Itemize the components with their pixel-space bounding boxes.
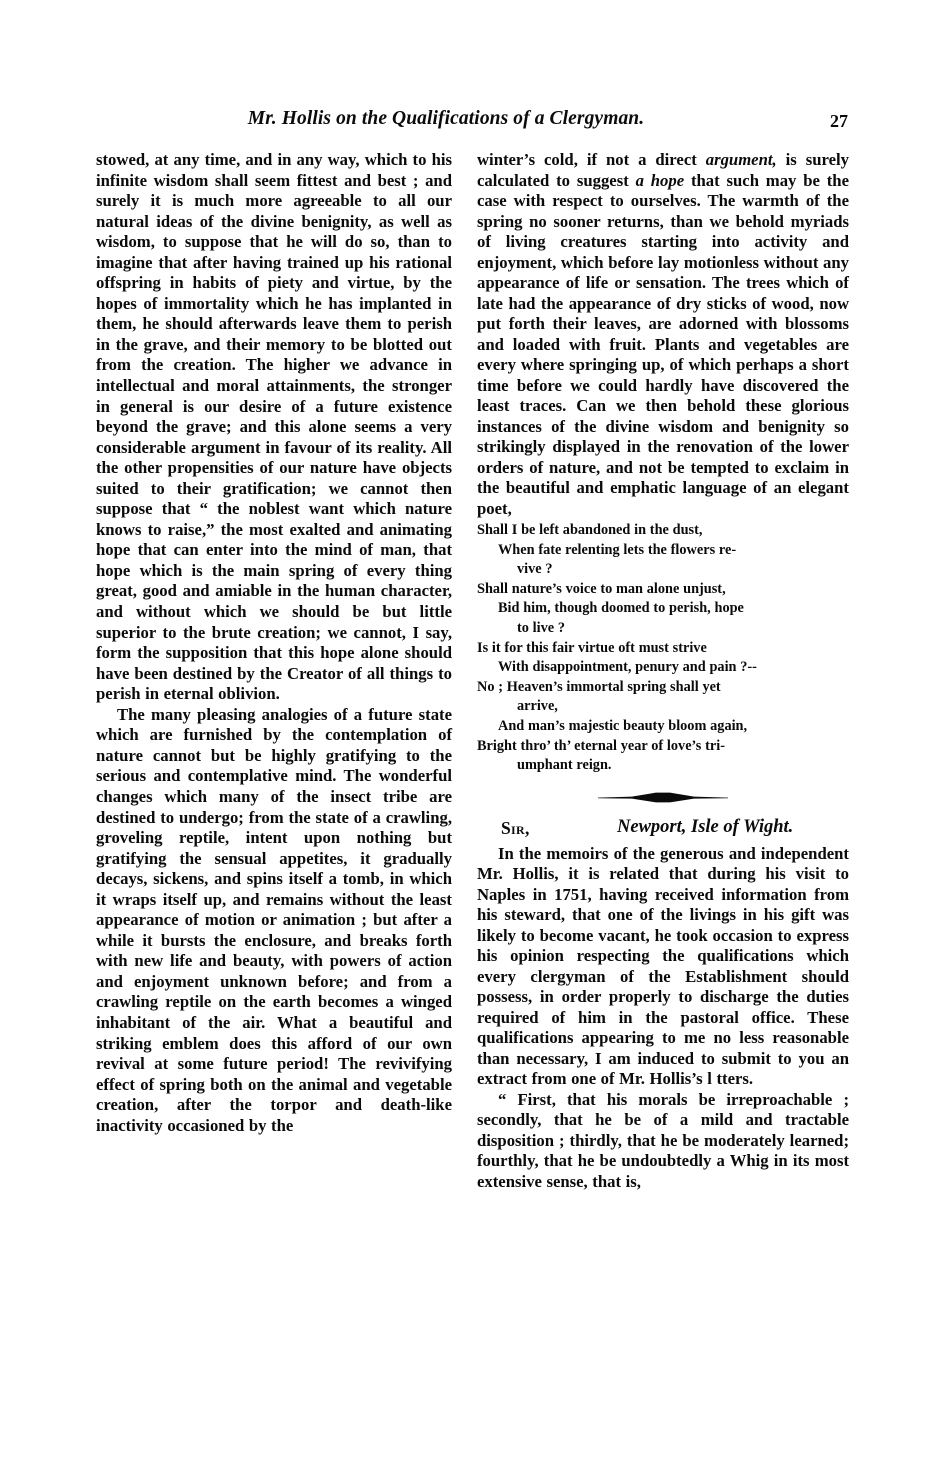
paragraph-text-segment: that such may be the case with respect to ourselves. The warmth of the spring no sooner returns, than we behold myriads of living creatures starting into activity and enjoyment, which before lay motionless without any appearance of life or sensation. The trees which of late had the appearance of dry sticks of wood, now put forth their leaves, are adorned with blossoms and loaded with fruit. Plants and vegetables are every where springing up, of which perhaps a short time before we could hardly have discovered the least traces. Can we then behold these glorious instances of the divine wisdom and benignity so strikingly displayed in the renovation of the lower orders of nature, and not be tempted to exclaim in the beautiful and emphatic language of an elegant poet, [477, 170, 849, 518]
section-divider [477, 776, 849, 816]
letter-dateline-place: Newport, Isle of Wight. [617, 816, 794, 837]
paragraph [477, 150, 849, 519]
emphasis-argument: argument, [705, 150, 777, 169]
verse-line: vive ? [517, 561, 553, 578]
paragraph-text-segment: is surely calculated to suggest [477, 150, 849, 190]
text-column-right [477, 150, 849, 1192]
letter-heading [477, 818, 849, 844]
page-number: 27 [830, 111, 848, 131]
verse-line: Is it for this fair virtue oft must strive [477, 639, 707, 656]
letter-salutation: Sir, [501, 817, 530, 838]
verse-quotation [477, 519, 849, 776]
paragraph: In the memoirs of the generous and independent Mr. Hollis, it is related that during his visit to Naples in 1751, having received information from his steward, that one of the livings in his gift was likely to become vacant, he took occasion to express his opinion respecting the qualifications which every clergyman of the Establishment should possess, in order properly to discharge the duties required of him in the pastoral office. These qualifications appearing to me no less reasonable than necessary, I am induced to submit to you an extract from one of Mr. Hollis’s l tters. [477, 843, 849, 1089]
paragraph: “ First, that his morals be irreproachable ; secondly, that he be of a mild and tractable disposition ; thirdly, that he be moderately learned; fourthly, that he be undoubtedly a Whig in its most extensive sense, that is, [477, 1089, 849, 1191]
verse-line: to live ? [517, 619, 566, 636]
paragraph-text-segment: winter’s cold, if not a direct [477, 150, 706, 169]
emphasis-a-hope: a hope [635, 170, 685, 190]
verse-line: umphant reign. [517, 757, 612, 774]
verse-line: Shall nature’s voice to man alone unjust, [477, 580, 726, 597]
lozenge-rule-ornament [598, 792, 728, 803]
verse-line: Bright thro’ th’ eternal year of love’s tri- [477, 737, 725, 754]
verse-line: With disappointment, penury and pain ?-- [498, 659, 757, 676]
verse-line: Bid him, though doomed to perish, hope [498, 600, 744, 617]
verse-line: No ; Heaven’s immortal spring shall yet [477, 678, 721, 695]
verse-line: When fate relenting lets the flowers re- [498, 541, 737, 558]
paragraph: The many pleasing analogies of a future state which are furnished by the contemplation of nature cannot but be highly gratifying to the serious and contemplative mind. The wonderful changes which many of the insect tribe are destined to undergo; from the state of a crawling, groveling reptile, intent upon nothing but gratifying the sensual appetites, it gradually decays, sickens, and spins itself a tomb, in which it wraps itself up, and remains without the least appearance of motion or animation ; but after a while it bursts the enclosure, and breaks forth with new life and beauty, with powers of action and enjoyment unknown before; and from a crawling reptile on the earth becomes a winged inhabitant of the air. What a beautiful and striking emblem does this afford of our own revival at some future period! The revivifying effect of spring both on the animal and vegetable creation, after the torpor and death-like inactivity occasioned by the [96, 704, 452, 1135]
verse-line: And man’s majestic beauty bloom again, [498, 717, 748, 734]
verse-line: arrive, [517, 698, 558, 715]
running-head-title: Mr. Hollis on the Qualifications of a Clergyman. [247, 108, 645, 129]
paragraph: stowed, at any time, and in any way, which to his infinite wisdom shall seem fittest and best ; and surely it is much more agreeable to all our natural ideas of the divine benignity, as well as wisdom, to suppose that he will do so, than to imagine that after having trained up his rational offspring in habits of piety and virtue, by the hopes of immortality which he has implanted in them, he should afterwards leave them to perish in the grave, and their memory to be blotted out from the creation. The higher we advance in intellectual and moral attainments, the stronger in general is our desire of a future existence beyond the grave; and this alone seems a very considerable argument in favour of its reality. All the other propensities of our nature have objects suited to their gratification; we cannot then suppose that “ the noblest want which nature knows to raise,” the most exalted and animating hope that can enter into the mind of man, that hope which is the main spring of every thing great, good and amiable in the human character, and without which we should be but little superior to the brute creation; we cannot, I say, form the supposition that this hope alone should have been destined by the Creator of all things to perish in eternal oblivion. [96, 150, 452, 704]
text-column-left [96, 150, 452, 1136]
running-head [96, 108, 848, 142]
verse-line: Shall I be left abandoned in the dust, [477, 522, 703, 538]
